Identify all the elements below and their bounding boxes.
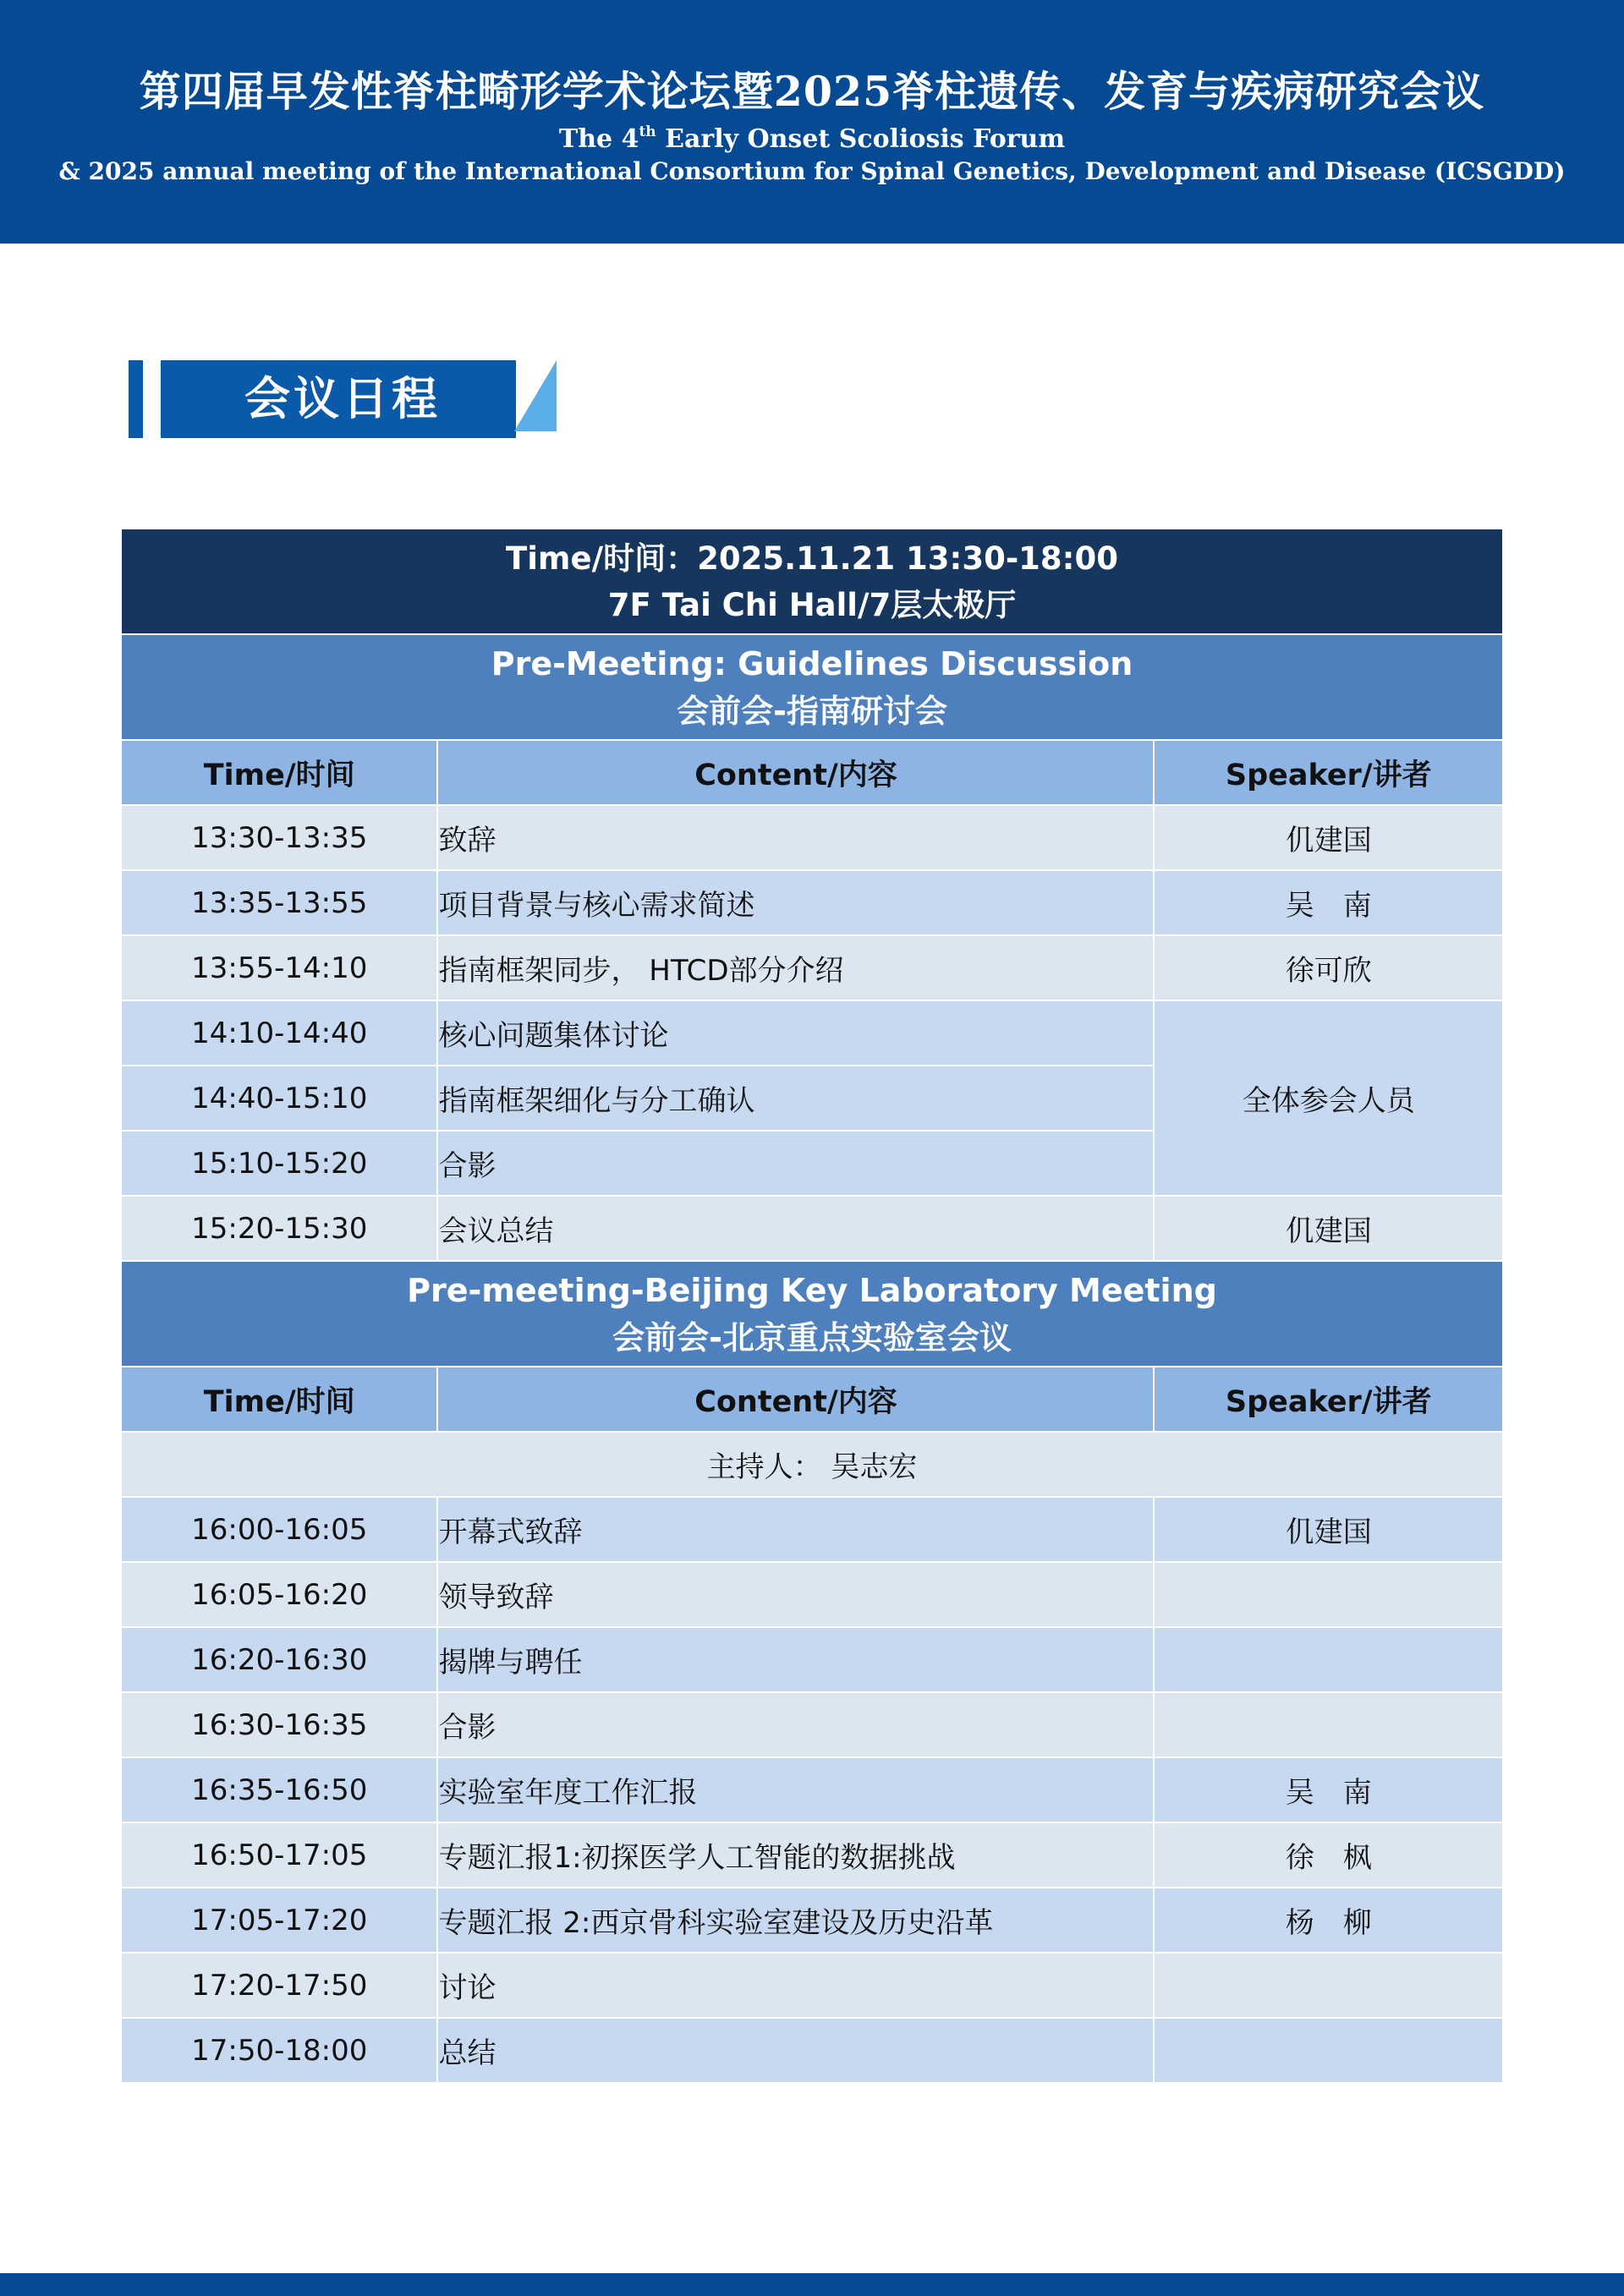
col-time-header: Time/时间: [121, 740, 437, 805]
session1-title-en: Pre-Meeting: Guidelines Discussion: [491, 644, 1133, 682]
table-row: [121, 1757, 1503, 1822]
row-content: 项目背景与核心需求简述: [437, 870, 1154, 935]
session2-title: [121, 1261, 1503, 1367]
table-row: [121, 1562, 1503, 1627]
session1-title-row: [121, 634, 1503, 740]
row-content: 揭牌与聘任: [437, 1627, 1154, 1692]
table-row: [121, 1000, 1503, 1066]
title-en: [0, 123, 1624, 154]
row-content: 会议总结: [437, 1196, 1154, 1261]
schedule-time-venue: [121, 529, 1503, 634]
row-content: 指南框架细化与分工确认: [437, 1066, 1154, 1131]
row-speaker: 仉建国: [1154, 805, 1503, 870]
row-time: 14:40-15:10: [121, 1066, 437, 1131]
row-time: 17:05-17:20: [121, 1888, 437, 1953]
host-row: [121, 1432, 1503, 1497]
title-zh: 第四届早发性脊柱畸形学术论坛暨2025脊柱遗传、发育与疾病研究会议: [139, 67, 1485, 116]
row-speaker: 杨 柳: [1154, 1888, 1503, 1953]
session1-title-zh: 会前会-指南研讨会: [677, 692, 947, 730]
col-time-header: Time/时间: [121, 1367, 437, 1432]
row-time: 16:30-16:35: [121, 1692, 437, 1757]
row-content: 专题汇报1:初探医学人工智能的数据挑战: [437, 1822, 1154, 1888]
row-time: 16:35-16:50: [121, 1757, 437, 1822]
title-en-rest: Early Onset Scoliosis Forum: [656, 124, 1066, 154]
row-time: 16:05-16:20: [121, 1562, 437, 1627]
row-time: 15:20-15:30: [121, 1196, 437, 1261]
section-accent-bar: [129, 360, 143, 438]
row-speaker-merged: 全体参会人员: [1154, 1000, 1503, 1196]
row-time: 16:20-16:30: [121, 1627, 437, 1692]
session2-header-row: [121, 1367, 1503, 1432]
row-speaker: 吴 南: [1154, 870, 1503, 935]
session1-header-row: [121, 740, 1503, 805]
row-time: 13:35-13:55: [121, 870, 437, 935]
session2-title-zh: 会前会-北京重点实验室会议: [612, 1318, 1012, 1356]
row-speaker: [1154, 1562, 1503, 1627]
row-speaker: 徐 枫: [1154, 1822, 1503, 1888]
row-time: 17:20-17:50: [121, 1953, 437, 2018]
col-content-header: Content/内容: [437, 1367, 1154, 1432]
time-venue-cell: [121, 529, 1503, 634]
row-speaker: 仉建国: [1154, 1497, 1503, 1562]
row-speaker: [1154, 1953, 1503, 2018]
col-speaker-header: Speaker/讲者: [1154, 1367, 1503, 1432]
footer-bar: [0, 2273, 1624, 2296]
table-row: [121, 1497, 1503, 1562]
table-row: [121, 1692, 1503, 1757]
col-content-header: Content/内容: [437, 740, 1154, 805]
table-row: [121, 2018, 1503, 2083]
table-row: [121, 1953, 1503, 2018]
row-content: 总结: [437, 2018, 1154, 2083]
row-content: 指南框架同步， HTCD部分介绍: [437, 935, 1154, 1000]
row-time: 13:55-14:10: [121, 935, 437, 1000]
table-row: [121, 805, 1503, 870]
row-content: 核心问题集体讨论: [437, 1000, 1154, 1066]
table-row: [121, 1888, 1503, 1953]
col-speaker-header: Speaker/讲者: [1154, 740, 1503, 805]
table-row: [121, 870, 1503, 935]
title-en-prefix: The 4: [558, 124, 639, 154]
session1-title: [121, 634, 1503, 740]
table-row: [121, 1822, 1503, 1888]
row-content: 合影: [437, 1131, 1154, 1196]
row-content: 合影: [437, 1692, 1154, 1757]
session2-host: 主持人： 吴志宏: [121, 1432, 1503, 1497]
table-row: [121, 935, 1503, 1000]
row-speaker: [1154, 2018, 1503, 2083]
title-en-sup: th: [639, 123, 656, 140]
row-content: 讨论: [437, 1953, 1154, 2018]
row-content: 开幕式致辞: [437, 1497, 1154, 1562]
row-time: 14:10-14:40: [121, 1000, 437, 1066]
row-speaker: [1154, 1692, 1503, 1757]
row-speaker: 吴 南: [1154, 1757, 1503, 1822]
row-time: 16:50-17:05: [121, 1822, 437, 1888]
row-time: 16:00-16:05: [121, 1497, 437, 1562]
row-speaker: 仉建国: [1154, 1196, 1503, 1261]
row-speaker: [1154, 1627, 1503, 1692]
row-content: 领导致辞: [437, 1562, 1154, 1627]
row-time: 15:10-15:20: [121, 1131, 437, 1196]
row-speaker: 徐可欣: [1154, 935, 1503, 1000]
schedule-venue: 7F Tai Chi Hall/7层太极厅: [607, 586, 1017, 623]
row-time: 13:30-13:35: [121, 805, 437, 870]
schedule-time: Time/时间：2025.11.21 13:30-18:00: [506, 540, 1118, 577]
table-row: [121, 1627, 1503, 1692]
table-row: [121, 1196, 1503, 1261]
section-title: 会议日程: [244, 372, 441, 425]
session2-title-row: [121, 1261, 1503, 1367]
row-content: 专题汇报 2:西京骨科实验室建设及历史沿革: [437, 1888, 1154, 1953]
header-banner: [0, 0, 1624, 244]
title-en-line2: & 2025 annual meeting of the International Consortium for Spinal Genetics, Development and Disease (ICSGDD): [58, 157, 1566, 185]
session2-title-en: Pre-meeting-Beijing Key Laboratory Meeting: [407, 1271, 1217, 1309]
row-content: 实验室年度工作汇报: [437, 1757, 1154, 1822]
schedule-table: [120, 528, 1504, 2084]
row-content: 致辞: [437, 805, 1154, 870]
row-time: 17:50-18:00: [121, 2018, 437, 2083]
